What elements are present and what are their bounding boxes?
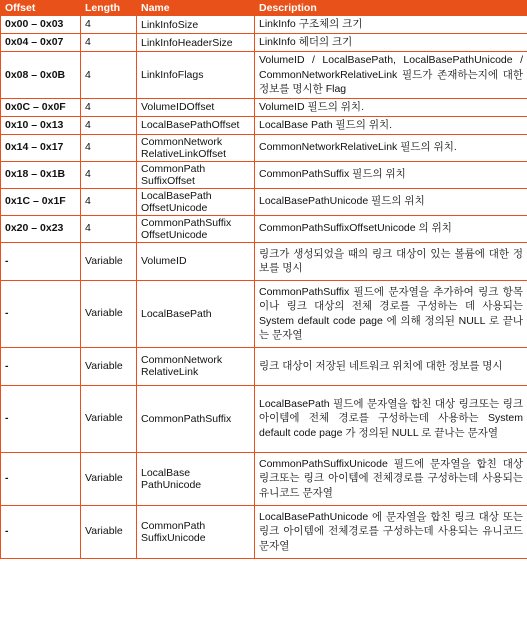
cell-length: Variable <box>81 385 137 452</box>
cell-offset: - <box>1 385 81 452</box>
cell-description: LocalBasePathUnicode 필드의 위치 <box>255 188 527 215</box>
table-row <box>1 34 527 52</box>
cell-name: CommonPath SuffixUnicode <box>137 505 255 558</box>
cell-length: 4 <box>81 161 137 188</box>
table-row <box>1 385 527 452</box>
cell-length: 4 <box>81 188 137 215</box>
cell-description: LinkInfo 헤더의 크기 <box>255 34 527 52</box>
table-row <box>1 134 527 161</box>
table-row <box>1 98 527 116</box>
cell-length: 4 <box>81 16 137 34</box>
cell-name: LocalBasePath <box>137 280 255 347</box>
cell-length: 4 <box>81 98 137 116</box>
cell-length: 4 <box>81 52 137 99</box>
cell-offset: 0x08 – 0x0B <box>1 52 81 99</box>
cell-description: CommonPathSuffixOffsetUnicode 의 위치 <box>255 215 527 242</box>
table-row <box>1 347 527 385</box>
cell-offset: - <box>1 347 81 385</box>
cell-description: 링크가 생성되었을 때의 링크 대상이 있는 볼륨에 대한 정보를 명시 <box>255 242 527 280</box>
table-row <box>1 505 527 558</box>
table-row <box>1 52 527 99</box>
header-name: Name <box>137 1 255 16</box>
cell-length: Variable <box>81 242 137 280</box>
table-header-row <box>1 1 527 16</box>
cell-length: Variable <box>81 505 137 558</box>
cell-offset: - <box>1 452 81 505</box>
cell-length: Variable <box>81 280 137 347</box>
table-row <box>1 242 527 280</box>
cell-offset: 0x00 – 0x03 <box>1 16 81 34</box>
cell-length: Variable <box>81 452 137 505</box>
cell-name: VolumeID <box>137 242 255 280</box>
cell-offset: 0x0C – 0x0F <box>1 98 81 116</box>
cell-name: LinkInfoHeaderSize <box>137 34 255 52</box>
header-length: Length <box>81 1 137 16</box>
cell-offset: - <box>1 505 81 558</box>
cell-offset: 0x18 – 0x1B <box>1 161 81 188</box>
cell-offset: 0x20 – 0x23 <box>1 215 81 242</box>
table-row <box>1 188 527 215</box>
cell-length: 4 <box>81 215 137 242</box>
cell-name: LocalBasePath OffsetUnicode <box>137 188 255 215</box>
cell-description: LocalBasePathUnicode 에 문자열을 합친 링크 대상 또는 링크 아이템에 전체경로를 구성하는데 사용되는 유니코드 문자열 <box>255 505 527 558</box>
cell-offset: 0x04 – 0x07 <box>1 34 81 52</box>
table-row <box>1 116 527 134</box>
cell-offset: 0x1C – 0x1F <box>1 188 81 215</box>
header-offset: Offset <box>1 1 81 16</box>
cell-description: LocalBasePath 필드에 문자열을 합친 대상 링크또는 링크 아이템에 전체 경로를 구성하는데 사용하는 System default code page 가 정의된 NULL 로 끝나는 문자열 <box>255 385 527 452</box>
cell-name: VolumeIDOffset <box>137 98 255 116</box>
cell-description: CommonPathSuffix 필드의 위치 <box>255 161 527 188</box>
cell-length: 4 <box>81 116 137 134</box>
cell-description: VolumeID 필드의 위치. <box>255 98 527 116</box>
cell-length: 4 <box>81 134 137 161</box>
cell-name: LinkInfoSize <box>137 16 255 34</box>
cell-description: LinkInfo 구조체의 크기 <box>255 16 527 34</box>
table-row <box>1 452 527 505</box>
cell-description: VolumeID / LocalBasePath, LocalBasePathUnicode / CommonNetworkRelativeLink 필드가 존재하는지에 대한 정보를 명시한 Flag <box>255 52 527 99</box>
cell-description: CommonPathSuffix 필드에 문자열을 추가하여 링크 항목이나 링크 대상의 전체 경로를 구성하는 데 사용되는 System default code page 에 의해 정의된 NULL 로 끝나는 문자열 <box>255 280 527 347</box>
cell-name: CommonNetwork RelativeLink <box>137 347 255 385</box>
cell-name: CommonPathSuffix OffsetUnicode <box>137 215 255 242</box>
cell-offset: - <box>1 242 81 280</box>
cell-length: 4 <box>81 34 137 52</box>
cell-name: CommonNetwork RelativeLinkOffset <box>137 134 255 161</box>
table-row <box>1 161 527 188</box>
cell-length: Variable <box>81 347 137 385</box>
cell-offset: - <box>1 280 81 347</box>
header-description: Description <box>255 1 527 16</box>
cell-name: LocalBasePathOffset <box>137 116 255 134</box>
cell-name: LinkInfoFlags <box>137 52 255 99</box>
cell-offset: 0x10 – 0x13 <box>1 116 81 134</box>
table-row <box>1 16 527 34</box>
cell-description: LocalBase Path 필드의 위치. <box>255 116 527 134</box>
cell-name: CommonPath SuffixOffset <box>137 161 255 188</box>
cell-description: CommonPathSuffixUnicode 필드에 문자열을 합친 대상 링크또는 링크 아이템에 전체경로를 구성하는데 사용되는 유니코드 문자열 <box>255 452 527 505</box>
cell-offset: 0x14 – 0x17 <box>1 134 81 161</box>
cell-name: CommonPathSuffix <box>137 385 255 452</box>
cell-description: 링크 대상이 저장된 네트워크 위치에 대한 정보를 명시 <box>255 347 527 385</box>
table-row <box>1 215 527 242</box>
cell-name: LocalBase PathUnicode <box>137 452 255 505</box>
cell-description: CommonNetworkRelativeLink 필드의 위치. <box>255 134 527 161</box>
table-row <box>1 280 527 347</box>
